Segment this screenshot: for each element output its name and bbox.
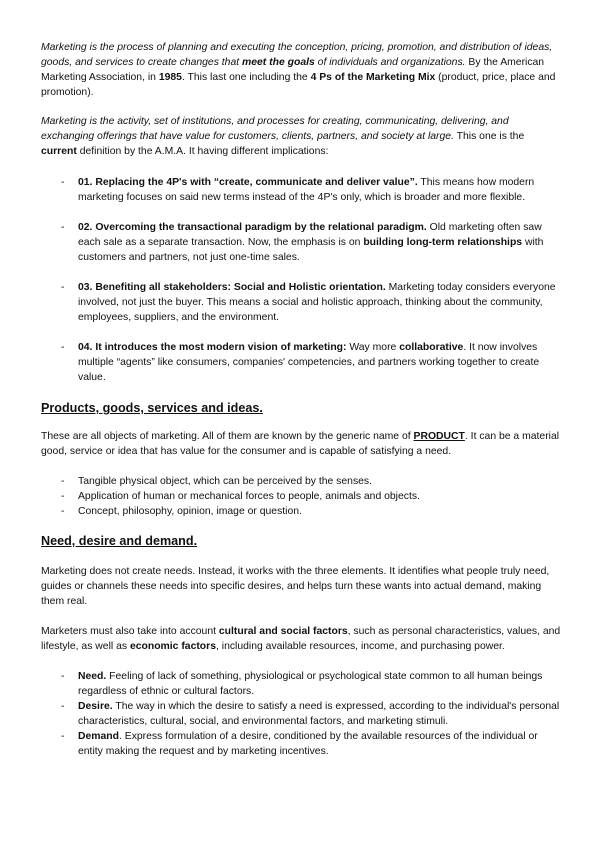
term-label: Need. [78, 671, 107, 682]
implication-emphasis: building long-term relationships [363, 237, 523, 248]
definition-1985-text: . This last one including the [181, 72, 311, 83]
definition-current-italic: Marketing is the activity, set of institutions, and processes for creating, communicating, delivering, and exchanging offerings that have value for customers, clients, partners, and society at large. [41, 116, 509, 142]
need-desire-demand-list [41, 669, 561, 759]
products-heading: Products, goods, services and ideas. [41, 401, 263, 415]
definition-current-paragraph [41, 114, 561, 159]
implication-title: 03. Benefiting all stakeholders: Social and Holistic orientation. [78, 282, 386, 293]
list-item: - Concept, philosophy, opinion, image or question. [41, 504, 561, 519]
implication-text-2: with customers and partners, not just one-time sales. [78, 237, 544, 263]
implication-emphasis: collaborative [399, 342, 464, 353]
products-intro-text: These are all objects of marketing. All of them are known by the generic name of [41, 431, 414, 442]
implication-item [41, 220, 561, 265]
product-types-list [41, 474, 561, 519]
implication-text: Marketing today considers everyone involved, not just the buyer. This means a social and holistic approach, thinking about the community, employees, suppliers, and the environment. [78, 282, 556, 323]
term-definition: Feeling of lack of something, physiological or psychological state common to all human beings regardless of ethnic or cultural factors. [78, 671, 543, 697]
need-paragraph-1: Marketing does not create needs. Instead, it works with the three elements. It identifies what people truly need, guides or channels these needs into specific desires, and helps turn these wants into actual demand, making them real. [41, 566, 550, 607]
implication-item [41, 175, 561, 205]
list-item: - Tangible physical object, which can be perceived by the senses. [41, 474, 561, 489]
implication-text-2: . It now involves multiple “agents” like consumers, companies' competencies, and partners working together to create value. [78, 342, 540, 383]
need-heading: Need, desire and demand. [41, 534, 198, 548]
implication-text: Way more [346, 342, 400, 353]
implication-title: 01. Replacing the 4P's with “create, communicate and deliver value”. [78, 177, 418, 188]
definition-1985-italic: Marketing is the process of planning and executing the conception, pricing, promotion, and distribution of ideas, goods, and services to create changes that [41, 42, 553, 68]
term-definition: . Express formulation of a desire, conditioned by the available resources of the individual or entity making the request and by marketing incentives. [78, 731, 538, 757]
definition-1985-source: By the American Marketing Association, in [41, 57, 545, 83]
need-paragraph-2 [41, 624, 561, 654]
definition-1985-italic-tail: of individuals and organizations. [314, 57, 466, 68]
term-definition: The way in which the desire to satisfy a need is expressed, according to the individual's personal characteristics, cultural, social, and environmental factors, and marketing stimuli. [78, 701, 560, 727]
implications-list [41, 175, 561, 385]
marketing-mix-label: 4 Ps of the Marketing Mix [310, 72, 436, 83]
factors-text-3: , including available resources, income, and purchasing power. [215, 641, 505, 652]
term-item [41, 669, 561, 699]
implication-text: This means how modern marketing focuses on said new terms instead of the 4P's only, which is broader and more flexible. [78, 177, 535, 203]
definition-current-text-2: definition by the A.M.A. It having different implications: [76, 146, 329, 157]
term-label: Demand [78, 731, 119, 742]
marketing-mix-detail: (product, price, place and promotion). [41, 72, 556, 98]
implication-item [41, 340, 561, 385]
implication-item [41, 280, 561, 325]
factors-text: Marketers must also take into account [41, 626, 219, 637]
products-intro [41, 429, 561, 459]
implication-title: 02. Overcoming the transactional paradigm by the relational paradigm. [78, 222, 427, 233]
list-item: - Application of human or mechanical forces to people, animals and objects. [41, 489, 561, 504]
definition-current-text: This one is the [453, 131, 525, 142]
term-item [41, 699, 561, 729]
cultural-factors: cultural and social factors [218, 626, 348, 637]
implication-text: Old marketing often saw each sale as a separate transaction. Now, the emphasis is on [78, 222, 542, 248]
factors-text-2: , such as personal characteristics, values, and lifestyle, as well as [41, 626, 561, 652]
definition-year: 1985 [158, 72, 182, 83]
economic-factors: economic factors [129, 641, 216, 652]
term-label: Desire. [78, 701, 113, 712]
document-page [41, 40, 561, 759]
current-word: current [41, 146, 77, 157]
term-item [41, 729, 561, 759]
product-word: PRODUCT [413, 431, 465, 442]
products-intro-text-2: . It can be a material good, service or idea that has value for the consumer and is capable of satisfying a need. [41, 431, 560, 457]
implication-title: 04. It introduces the most modern vision of marketing: [78, 342, 347, 353]
definition-1985-paragraph [41, 40, 561, 100]
meet-the-goals-emphasis: meet the goals [242, 57, 315, 68]
